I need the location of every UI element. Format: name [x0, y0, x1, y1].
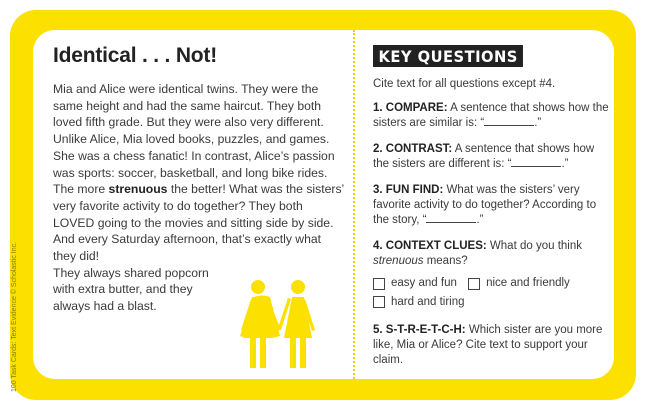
question-1 [373, 101, 613, 131]
side-credit: 100 Task Cards: Text Evidence © Scholastic Inc. [11, 241, 18, 392]
question-4 [373, 239, 613, 269]
checkbox[interactable] [373, 278, 385, 290]
key-questions-panel [373, 45, 613, 379]
checkbox[interactable] [373, 296, 385, 308]
key-questions-heading: KEY QUESTIONS [373, 45, 523, 67]
option-nice-and-friendly[interactable] [468, 276, 570, 291]
answer-blank[interactable] [484, 116, 534, 126]
vocab-word: strenuous [108, 182, 168, 197]
story-title: Identical . . . Not! [53, 44, 218, 67]
story-tail: They always shared popcorn with extra butter, and they always had a blast. [53, 265, 209, 314]
question-label: 5. S-T-R-E-T-C-H: [373, 324, 466, 336]
question-text: Which sister are you more like, Mia or Alice? Cite text to support your claim. [373, 324, 603, 366]
question-label: 3. FUN FIND: [373, 184, 444, 196]
question-end: .” [476, 214, 484, 226]
question-end: .” [534, 117, 542, 129]
answer-blank[interactable] [511, 157, 561, 167]
question-label: 4. CONTEXT CLUES: [373, 240, 487, 252]
question-label: 1. COMPARE: [373, 102, 448, 114]
question-end: means? [423, 255, 468, 267]
option-label: easy and fun [391, 277, 457, 289]
question-label: 2. CONTRAST: [373, 143, 453, 155]
story-text-part: Mia and Alice were identical twins. They were the same height and had the same haircut. They both loved fifth grade. But they were also very different. Unlike Alice, Mia loved books, puzzles, and games. She was a chess fanatic! In contrast, Alice’s passion was sports: soccer, basketball, and long bike rides. The more [53, 82, 335, 197]
dotted-divider [353, 30, 355, 379]
question-text: A sentence that shows how the sisters are different is: “ [373, 143, 595, 170]
story-text-part: the better! What was the sisters’ very favorite activity to do together? They both LOVED going to the movies and sitting side by side. And every Saturday afternoon, that’s exactly what they did! [53, 182, 344, 264]
question-2 [373, 142, 613, 172]
option-hard-and-tiring[interactable] [373, 295, 465, 310]
checkbox[interactable] [468, 278, 480, 290]
twin-girls-icon [238, 278, 320, 370]
answer-blank[interactable] [426, 213, 476, 223]
question-5 [373, 323, 613, 368]
story-panel [53, 44, 345, 315]
question-text: What was the sisters’ very favorite activity to do together? According to the story, “ [373, 184, 597, 226]
option-easy-and-fun[interactable] [373, 276, 457, 291]
instruction: Cite text for all questions except #4. [373, 78, 556, 90]
option-label: hard and tiring [391, 295, 465, 308]
question-end: .” [561, 158, 569, 170]
question-3 [373, 183, 613, 228]
question-text: What do you think [486, 240, 582, 252]
answer-options [373, 276, 613, 313]
option-label: nice and friendly [486, 277, 570, 289]
question-text: A sentence that shows how the sisters are similar is: “ [373, 102, 609, 129]
vocab-word: strenuous [373, 255, 424, 267]
